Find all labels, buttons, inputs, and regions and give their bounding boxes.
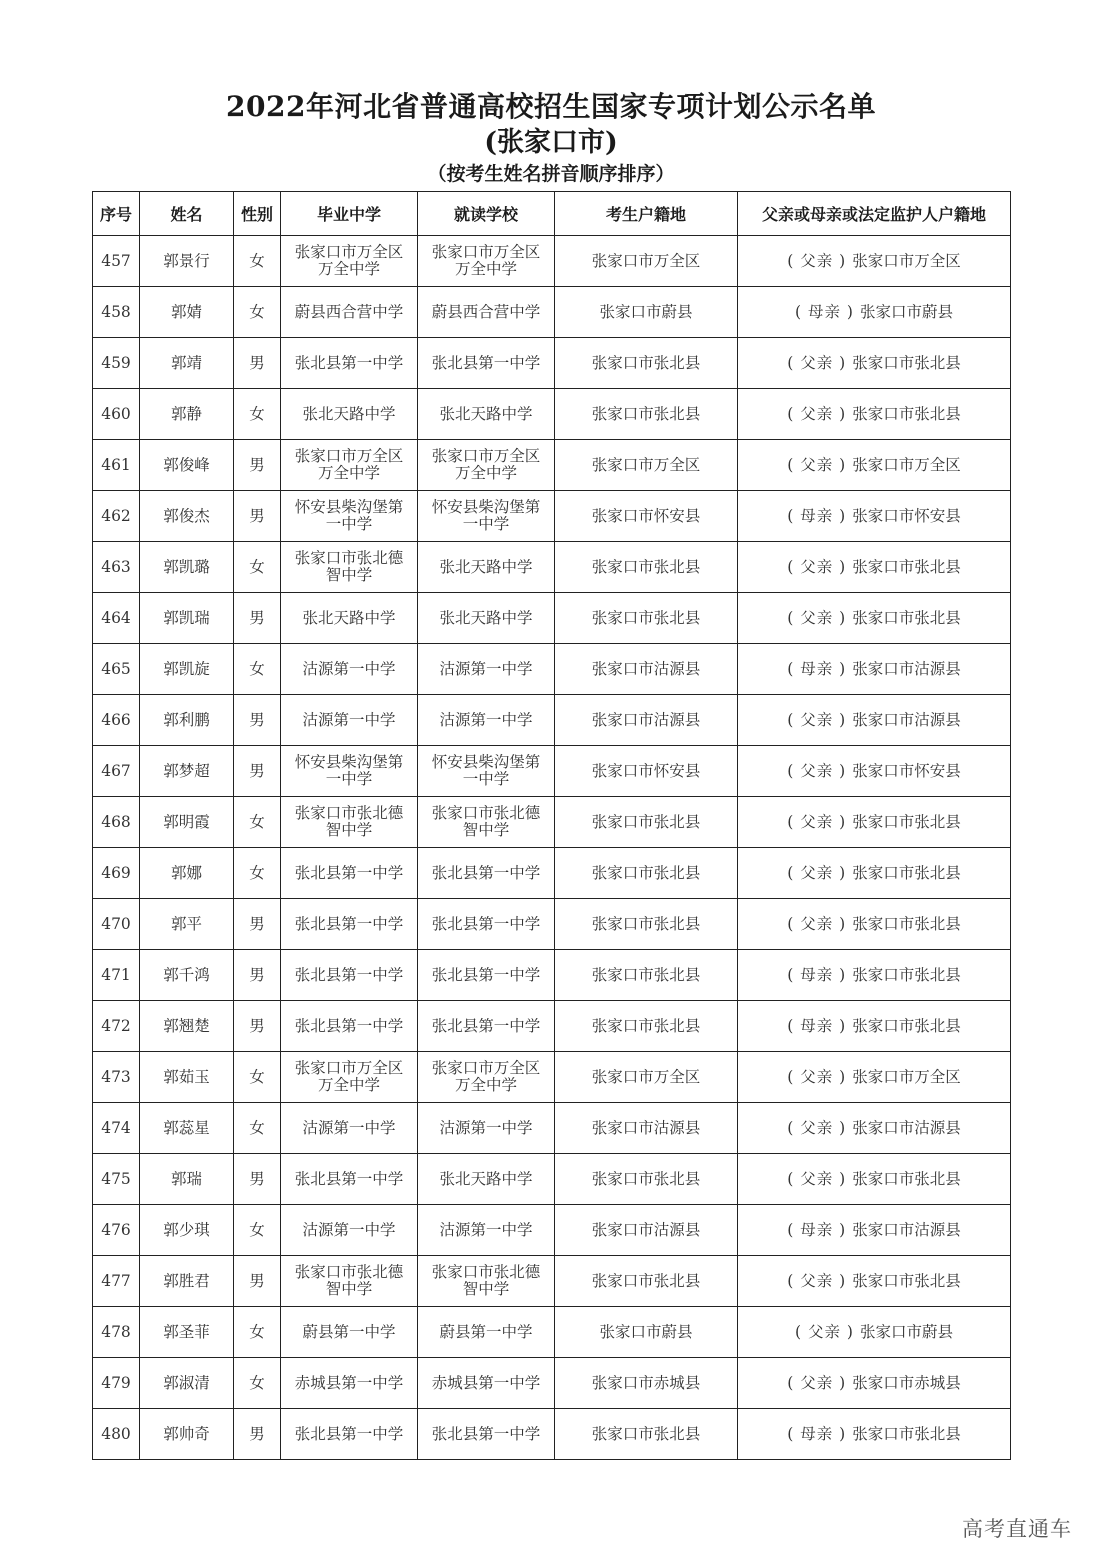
student-residence: 张家口市怀安县: [555, 746, 738, 797]
student-residence: 张家口市蔚县: [555, 287, 738, 338]
current-school: 张家口市张北德智中学: [418, 1256, 555, 1307]
student-gender: 女: [234, 797, 281, 848]
sort-note: （按考生姓名拼音顺序排序）: [427, 163, 675, 185]
student-residence: 张家口市张北县: [555, 899, 738, 950]
guardian-residence-cell: [738, 644, 1011, 695]
graduation-school: 沽源第一中学: [281, 1205, 418, 1256]
guardian-relation: ( 父亲 ): [787, 1271, 847, 1290]
header-current-school: 就读学校: [418, 192, 555, 236]
guardian-relation: ( 父亲 ): [787, 557, 847, 576]
table-row: [93, 1154, 1011, 1205]
graduation-school: 张北县第一中学: [281, 1154, 418, 1205]
table-row: [93, 491, 1011, 542]
student-name: 郭少琪: [140, 1205, 234, 1256]
table-row: [93, 1409, 1011, 1460]
document-header: [0, 88, 1102, 188]
guardian-residence-cell: [738, 1205, 1011, 1256]
graduation-school: 张家口市万全区万全中学: [281, 236, 418, 287]
student-name: 郭利鹏: [140, 695, 234, 746]
student-gender: 男: [234, 746, 281, 797]
current-school: 怀安县柴沟堡第一中学: [418, 491, 555, 542]
guardian-relation: ( 父亲 ): [787, 353, 847, 372]
guardian-residence-cell: [738, 1052, 1011, 1103]
student-gender: 女: [234, 644, 281, 695]
student-gender: 女: [234, 1307, 281, 1358]
student-gender: 女: [234, 287, 281, 338]
table-header-row: [93, 192, 1011, 236]
guardian-residence-cell: [738, 797, 1011, 848]
guardian-residence-cell: [738, 287, 1011, 338]
guardian-relation: ( 母亲 ): [795, 302, 854, 321]
guardian-relation: ( 父亲 ): [787, 455, 847, 474]
row-index: 462: [93, 491, 140, 542]
row-index: 457: [93, 236, 140, 287]
guardian-residence-cell: [738, 593, 1011, 644]
table-row: [93, 593, 1011, 644]
table-row: [93, 1358, 1011, 1409]
guardian-residence-cell: [738, 950, 1011, 1001]
header-guardian-residence: 父亲或母亲或法定监护人户籍地: [738, 192, 1011, 236]
guardian-residence: 张家口市沽源县: [852, 710, 961, 729]
guardian-residence: 张家口市沽源县: [852, 1118, 961, 1137]
student-name: 郭俊峰: [140, 440, 234, 491]
row-index: 466: [93, 695, 140, 746]
guardian-relation: ( 父亲 ): [787, 761, 847, 780]
guardian-residence: 张家口市张北县: [852, 1016, 961, 1035]
student-residence: 张家口市张北县: [555, 1256, 738, 1307]
guardian-residence: 张家口市万全区: [852, 455, 961, 474]
guardian-residence-cell: [738, 1001, 1011, 1052]
current-school: 沽源第一中学: [418, 1103, 555, 1154]
graduation-school: 张家口市张北德智中学: [281, 1256, 418, 1307]
student-name: 郭平: [140, 899, 234, 950]
student-gender: 女: [234, 389, 281, 440]
student-gender: 男: [234, 695, 281, 746]
row-index: 472: [93, 1001, 140, 1052]
graduation-school: 张北县第一中学: [281, 899, 418, 950]
guardian-relation: ( 父亲 ): [787, 812, 847, 831]
student-name: 郭千鸿: [140, 950, 234, 1001]
guardian-residence: 张家口市张北县: [852, 965, 961, 984]
table-row: [93, 542, 1011, 593]
guardian-residence-cell: [738, 542, 1011, 593]
student-name: 郭胜君: [140, 1256, 234, 1307]
student-name: 郭凯旋: [140, 644, 234, 695]
student-name: 郭静: [140, 389, 234, 440]
current-school: 张北县第一中学: [418, 1001, 555, 1052]
row-index: 458: [93, 287, 140, 338]
guardian-residence: 张家口市沽源县: [852, 1220, 961, 1239]
table-row: [93, 1001, 1011, 1052]
student-residence: 张家口市张北县: [555, 542, 738, 593]
table-row: [93, 338, 1011, 389]
student-residence: 张家口市万全区: [555, 236, 738, 287]
guardian-residence-cell: [738, 491, 1011, 542]
guardian-residence-cell: [738, 1307, 1011, 1358]
graduation-school: 张北天路中学: [281, 389, 418, 440]
guardian-relation: ( 父亲 ): [787, 404, 847, 423]
row-index: 460: [93, 389, 140, 440]
table-row: [93, 746, 1011, 797]
current-school: 沽源第一中学: [418, 695, 555, 746]
guardian-residence: 张家口市万全区: [852, 1067, 961, 1086]
row-index: 475: [93, 1154, 140, 1205]
student-name: 郭翘楚: [140, 1001, 234, 1052]
graduation-school: 怀安县柴沟堡第一中学: [281, 491, 418, 542]
student-gender: 女: [234, 236, 281, 287]
guardian-residence-cell: [738, 1103, 1011, 1154]
header-name: 姓名: [140, 192, 234, 236]
row-index: 464: [93, 593, 140, 644]
guardian-relation: ( 母亲 ): [787, 1016, 847, 1035]
guardian-residence: 张家口市张北县: [852, 914, 961, 933]
guardian-residence-cell: [738, 338, 1011, 389]
guardian-residence: 张家口市沽源县: [852, 659, 961, 678]
guardian-residence: 张家口市万全区: [852, 251, 961, 270]
header-index: 序号: [93, 192, 140, 236]
guardian-relation: ( 父亲 ): [787, 1067, 847, 1086]
student-residence: 张家口市张北县: [555, 593, 738, 644]
current-school: 蔚县西合营中学: [418, 287, 555, 338]
row-index: 473: [93, 1052, 140, 1103]
current-school: 张北县第一中学: [418, 899, 555, 950]
table-row: [93, 695, 1011, 746]
student-residence: 张家口市万全区: [555, 440, 738, 491]
row-index: 468: [93, 797, 140, 848]
document-subtitle: (张家口市): [484, 127, 618, 158]
student-name: 郭帅奇: [140, 1409, 234, 1460]
guardian-residence: 张家口市蔚县: [859, 302, 953, 321]
graduation-school: 张北天路中学: [281, 593, 418, 644]
guardian-residence: 张家口市张北县: [852, 1169, 961, 1188]
graduation-school: 沽源第一中学: [281, 695, 418, 746]
student-residence: 张家口市张北县: [555, 389, 738, 440]
student-name: 郭明霞: [140, 797, 234, 848]
student-name: 郭娜: [140, 848, 234, 899]
student-name: 郭婧: [140, 287, 234, 338]
table-row: [93, 644, 1011, 695]
student-residence: 张家口市沽源县: [555, 1205, 738, 1256]
guardian-residence: 张家口市张北县: [852, 608, 961, 627]
row-index: 477: [93, 1256, 140, 1307]
guardian-residence: 张家口市张北县: [852, 353, 961, 372]
current-school: 怀安县柴沟堡第一中学: [418, 746, 555, 797]
graduation-school: 张北县第一中学: [281, 338, 418, 389]
student-residence: 张家口市沽源县: [555, 1103, 738, 1154]
row-index: 474: [93, 1103, 140, 1154]
table-row: [93, 797, 1011, 848]
guardian-residence: 张家口市张北县: [852, 1424, 961, 1443]
current-school: 沽源第一中学: [418, 1205, 555, 1256]
student-gender: 男: [234, 593, 281, 644]
guardian-residence-cell: [738, 1358, 1011, 1409]
guardian-residence-cell: [738, 1154, 1011, 1205]
document-title: 2022年河北省普通高校招生国家专项计划公示名单: [226, 90, 876, 123]
student-name: 郭凯瑞: [140, 593, 234, 644]
table-row: [93, 440, 1011, 491]
student-residence: 张家口市沽源县: [555, 644, 738, 695]
guardian-relation: ( 母亲 ): [787, 1220, 847, 1239]
student-name: 郭瑞: [140, 1154, 234, 1205]
current-school: 张家口市张北德智中学: [418, 797, 555, 848]
student-name: 郭靖: [140, 338, 234, 389]
current-school: 张北县第一中学: [418, 950, 555, 1001]
guardian-relation: ( 母亲 ): [787, 659, 847, 678]
student-name: 郭茹玉: [140, 1052, 234, 1103]
student-gender: 女: [234, 1052, 281, 1103]
guardian-residence-cell: [738, 899, 1011, 950]
guardian-residence-cell: [738, 236, 1011, 287]
current-school: 张北县第一中学: [418, 338, 555, 389]
student-gender: 男: [234, 1001, 281, 1052]
current-school: 张北县第一中学: [418, 1409, 555, 1460]
table-row: [93, 1307, 1011, 1358]
student-residence: 张家口市张北县: [555, 1001, 738, 1052]
roster-table: [92, 191, 1011, 1460]
student-name: 郭蕊星: [140, 1103, 234, 1154]
row-index: 479: [93, 1358, 140, 1409]
student-residence: 张家口市张北县: [555, 1154, 738, 1205]
graduation-school: 张北县第一中学: [281, 950, 418, 1001]
guardian-relation: ( 母亲 ): [787, 1424, 847, 1443]
guardian-relation: ( 父亲 ): [795, 1322, 854, 1341]
header-gender: 性别: [234, 192, 281, 236]
student-gender: 男: [234, 899, 281, 950]
student-name: 郭俊杰: [140, 491, 234, 542]
guardian-residence: 张家口市赤城县: [852, 1373, 961, 1392]
current-school: 赤城县第一中学: [418, 1358, 555, 1409]
graduation-school: 沽源第一中学: [281, 644, 418, 695]
student-gender: 女: [234, 1358, 281, 1409]
graduation-school: 张家口市万全区万全中学: [281, 1052, 418, 1103]
student-residence: 张家口市张北县: [555, 950, 738, 1001]
current-school: 张北天路中学: [418, 542, 555, 593]
guardian-relation: ( 母亲 ): [787, 506, 847, 525]
guardian-relation: ( 父亲 ): [787, 710, 847, 729]
graduation-school: 张家口市万全区万全中学: [281, 440, 418, 491]
header-grad-school: 毕业中学: [281, 192, 418, 236]
graduation-school: 张北县第一中学: [281, 1001, 418, 1052]
student-residence: 张家口市蔚县: [555, 1307, 738, 1358]
row-index: 465: [93, 644, 140, 695]
guardian-residence-cell: [738, 746, 1011, 797]
row-index: 459: [93, 338, 140, 389]
student-residence: 张家口市张北县: [555, 1409, 738, 1460]
table-row: [93, 287, 1011, 338]
student-name: 郭景行: [140, 236, 234, 287]
student-gender: 女: [234, 848, 281, 899]
student-gender: 男: [234, 440, 281, 491]
graduation-school: 蔚县第一中学: [281, 1307, 418, 1358]
guardian-residence: 张家口市蔚县: [859, 1322, 953, 1341]
table-row: [93, 899, 1011, 950]
student-residence: 张家口市张北县: [555, 848, 738, 899]
guardian-residence: 张家口市张北县: [852, 557, 961, 576]
row-index: 480: [93, 1409, 140, 1460]
student-gender: 男: [234, 1409, 281, 1460]
student-residence: 张家口市张北县: [555, 797, 738, 848]
student-name: 郭圣菲: [140, 1307, 234, 1358]
row-index: 469: [93, 848, 140, 899]
table-row: [93, 236, 1011, 287]
guardian-relation: ( 父亲 ): [787, 1118, 847, 1137]
guardian-relation: ( 父亲 ): [787, 251, 847, 270]
table-row: [93, 1256, 1011, 1307]
row-index: 463: [93, 542, 140, 593]
guardian-relation: ( 父亲 ): [787, 863, 847, 882]
student-gender: 男: [234, 1154, 281, 1205]
current-school: 张北天路中学: [418, 593, 555, 644]
guardian-residence: 张家口市张北县: [852, 863, 961, 882]
graduation-school: 张家口市张北德智中学: [281, 542, 418, 593]
guardian-relation: ( 父亲 ): [787, 1373, 847, 1392]
table-row: [93, 950, 1011, 1001]
row-index: 476: [93, 1205, 140, 1256]
guardian-relation: ( 母亲 ): [787, 965, 847, 984]
current-school: 张北天路中学: [418, 1154, 555, 1205]
guardian-residence-cell: [738, 848, 1011, 899]
guardian-residence: 张家口市张北县: [852, 404, 961, 423]
student-gender: 男: [234, 1256, 281, 1307]
row-index: 471: [93, 950, 140, 1001]
current-school: 张北天路中学: [418, 389, 555, 440]
graduation-school: 张北县第一中学: [281, 1409, 418, 1460]
row-index: 461: [93, 440, 140, 491]
student-residence: 张家口市张北县: [555, 338, 738, 389]
current-school: 张家口市万全区万全中学: [418, 1052, 555, 1103]
graduation-school: 怀安县柴沟堡第一中学: [281, 746, 418, 797]
guardian-relation: ( 父亲 ): [787, 608, 847, 627]
table-row: [93, 389, 1011, 440]
graduation-school: 沽源第一中学: [281, 1103, 418, 1154]
student-name: 郭梦超: [140, 746, 234, 797]
guardian-relation: ( 父亲 ): [787, 914, 847, 933]
student-gender: 女: [234, 1205, 281, 1256]
current-school: 张北县第一中学: [418, 848, 555, 899]
graduation-school: 张北县第一中学: [281, 848, 418, 899]
student-residence: 张家口市怀安县: [555, 491, 738, 542]
graduation-school: 蔚县西合营中学: [281, 287, 418, 338]
table-body: [93, 236, 1011, 1460]
row-index: 467: [93, 746, 140, 797]
student-residence: 张家口市赤城县: [555, 1358, 738, 1409]
table-row: [93, 1103, 1011, 1154]
row-index: 470: [93, 899, 140, 950]
table-row: [93, 1052, 1011, 1103]
graduation-school: 张家口市张北德智中学: [281, 797, 418, 848]
current-school: 张家口市万全区万全中学: [418, 236, 555, 287]
student-residence: 张家口市沽源县: [555, 695, 738, 746]
student-gender: 男: [234, 950, 281, 1001]
guardian-residence-cell: [738, 695, 1011, 746]
student-residence: 张家口市万全区: [555, 1052, 738, 1103]
row-index: 478: [93, 1307, 140, 1358]
guardian-residence: 张家口市怀安县: [852, 761, 961, 780]
guardian-residence: 张家口市张北县: [852, 1271, 961, 1290]
student-gender: 女: [234, 542, 281, 593]
guardian-residence: 张家口市张北县: [852, 812, 961, 831]
graduation-school: 赤城县第一中学: [281, 1358, 418, 1409]
header-residence: 考生户籍地: [555, 192, 738, 236]
student-name: 郭凯璐: [140, 542, 234, 593]
student-gender: 男: [234, 491, 281, 542]
student-gender: 男: [234, 338, 281, 389]
table-row: [93, 1205, 1011, 1256]
guardian-relation: ( 父亲 ): [787, 1169, 847, 1188]
student-gender: 女: [234, 1103, 281, 1154]
student-name: 郭淑清: [140, 1358, 234, 1409]
table-row: [93, 848, 1011, 899]
current-school: 蔚县第一中学: [418, 1307, 555, 1358]
current-school: 沽源第一中学: [418, 644, 555, 695]
guardian-residence-cell: [738, 440, 1011, 491]
current-school: 张家口市万全区万全中学: [418, 440, 555, 491]
guardian-residence-cell: [738, 1409, 1011, 1460]
watermark: 高考直通车: [962, 1517, 1072, 1541]
guardian-residence-cell: [738, 389, 1011, 440]
guardian-residence-cell: [738, 1256, 1011, 1307]
guardian-residence: 张家口市怀安县: [852, 506, 961, 525]
